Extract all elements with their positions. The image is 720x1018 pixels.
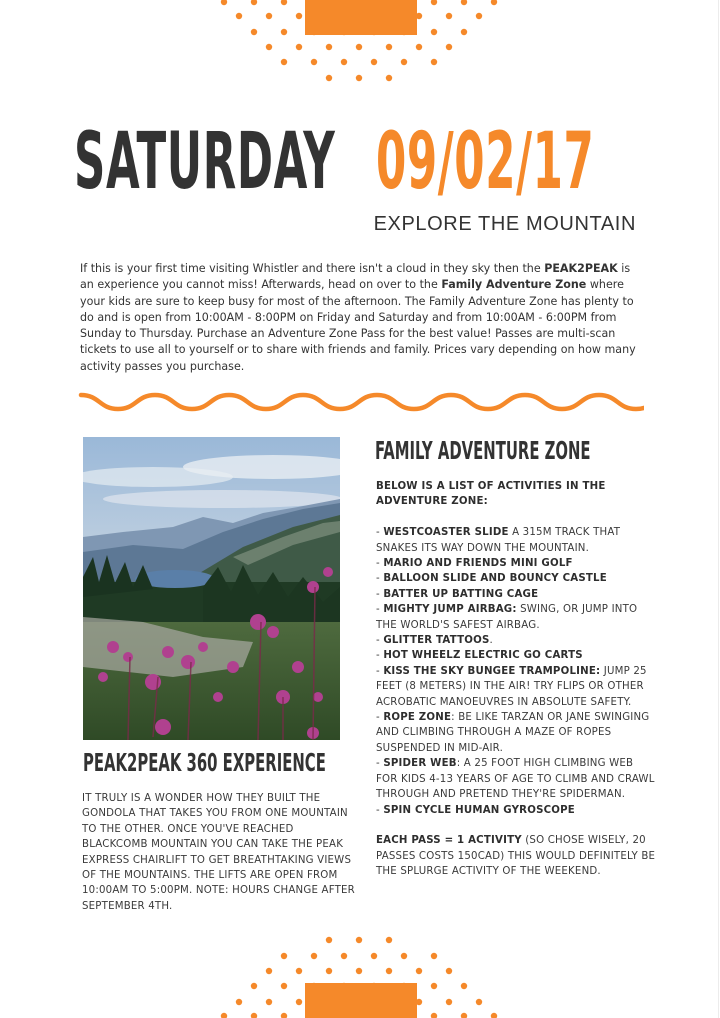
page-title: [74, 112, 644, 212]
activity-item: [376, 587, 656, 602]
activity-item: [376, 710, 656, 756]
title-date: 09/02/17: [376, 117, 595, 207]
activity-name: BATTER UP BATTING CAGE: [383, 588, 539, 600]
activity-desc: JUMP 25 FEET (8 METERS) IN THE AIR! TRY FLIPS OR OTHER ACROBATIC MANOEUVRES IN ABSOLUTE SAFETY.: [376, 665, 647, 708]
activity-name: GLITTER TATTOOS: [383, 635, 490, 647]
activity-item: [376, 556, 656, 571]
list-dash: -: [376, 665, 384, 677]
activity-item: [376, 571, 656, 586]
list-dash: -: [376, 804, 384, 816]
peak2peak-heading: PEAK2PEAK 360 EXPERIENCE: [83, 748, 326, 777]
activity-item: [376, 525, 656, 556]
adventure-zone-intro: BELOW IS A LIST OF ACTIVITIES IN THE ADVENTURE ZONE:: [376, 481, 606, 508]
pass-note-text: (SO CHOSE WISELY, 20 PASSES COSTS 150CAD) THIS WOULD DEFINITELY BE THE SPLURGE ACTIVITY OF THE WEEKEND.: [376, 835, 656, 878]
list-dash: -: [376, 558, 384, 570]
activity-name: KISS THE SKY BUNGEE TRAMPOLINE:: [383, 665, 601, 677]
pass-note: [376, 833, 656, 879]
subtitle: EXPLORE THE MOUNTAIN: [373, 213, 636, 235]
activity-name: ROPE ZONE: [383, 712, 452, 724]
activity-name: MIGHTY JUMP AIRBAG:: [383, 604, 517, 616]
activity-item: [376, 602, 656, 633]
activity-desc: : BE LIKE TARZAN OR JANE SWINGING AND CLIMBING THROUGH A MAZE OF ROPES SUSPENDED IN MID-AIR.: [376, 712, 650, 754]
pass-note-bold: EACH PASS = 1 ACTIVITY: [376, 835, 522, 847]
intro-paragraph: [80, 261, 644, 375]
adventure-zone-heading: FAMILY ADVENTURE ZONE: [375, 436, 591, 465]
activity-desc: : A 25 FOOT HIGH CLIMBING WEB FOR KIDS 4-13 YEARS OF AGE TO CLIMB AND CRAWL THROUGH AND PRETEND THEY'RE SPIDERMAN.: [376, 758, 655, 801]
list-dash: -: [376, 650, 384, 662]
list-dash: -: [376, 758, 384, 770]
activity-name: BALLOON SLIDE AND BOUNCY CASTLE: [383, 573, 607, 585]
intro-text: where your kids are sure to keep busy for most of the afternoon. The Family Adventure Zone has plenty to do and is open from 10:00AM - 8:00PM on Friday and Saturday and from 10:00AM - 6:00PM from Sunday to Thursday. Purchase an Adventure Zone Pass for the best value! Passes are multi-scan tickets to use all to yourself or to share with friends and family. Prices vary depending on how many activity passes you purchase.: [80, 278, 636, 373]
intro-text: If this is your first time visiting Whistler and there isn't a cloud in they sky then the: [80, 262, 545, 275]
activity-name: SPIDER WEB: [383, 758, 457, 770]
mountain-photo: [83, 437, 340, 740]
bottom-dot-decoration: [0, 928, 720, 1018]
intro-text: is an experience you cannot miss! Afterwards, head on over to the: [80, 262, 631, 292]
wave-divider: [78, 388, 644, 420]
activity-name: WESTCOASTER SLIDE: [383, 527, 509, 539]
activity-item: [376, 648, 656, 663]
list-dash: -: [376, 527, 384, 539]
activity-desc: A 315M TRACK THAT SNAKES ITS WAY DOWN THE MOUNTAIN.: [376, 527, 621, 554]
list-dash: -: [376, 712, 384, 724]
adventure-zone-body: [376, 479, 656, 880]
list-dash: -: [376, 604, 384, 616]
peak2peak-body: IT TRULY IS A WONDER HOW THEY BUILT THE GONDOLA THAT TAKES YOU FROM ONE MOUNTAIN TO THE OTHER. ONCE YOU'VE REACHED BLACKCOMB MOUNTAIN YOU CAN TAKE THE PEAK EXPRESS CHAIRLIFT TO GET BREATHTAKING VIEWS OF THE MOUNTAINS. THE LIFTS ARE OPEN FROM 10:00AM TO 5:00PM. NOTE: HOURS CHANGE AFTER SEPTEMBER 4TH.: [82, 793, 355, 912]
activity-item: [376, 803, 656, 818]
activity-name: SPIN CYCLE HUMAN GYROSCOPE: [383, 804, 575, 816]
list-dash: -: [376, 588, 384, 600]
intro-bold-peak2peak: PEAK2PEAK: [544, 262, 618, 275]
activity-name: HOT WHEELZ ELECTRIC GO CARTS: [383, 650, 583, 662]
activity-item: [376, 756, 656, 802]
list-dash: -: [376, 635, 384, 647]
list-dash: -: [376, 573, 384, 585]
activity-list: [376, 525, 656, 818]
activity-desc: .: [489, 635, 493, 647]
page-edge: [718, 0, 719, 1018]
title-day: SATURDAY: [74, 117, 336, 207]
activity-item: [376, 633, 656, 648]
activity-name: MARIO AND FRIENDS MINI GOLF: [383, 558, 573, 570]
activity-desc: SWING, OR JUMP INTO THE WORLD'S SAFEST AIRBAG.: [376, 604, 638, 631]
top-dot-decoration: [0, 0, 720, 90]
activity-item: [376, 664, 656, 710]
intro-bold-adventure-zone: Family Adventure Zone: [441, 278, 587, 292]
